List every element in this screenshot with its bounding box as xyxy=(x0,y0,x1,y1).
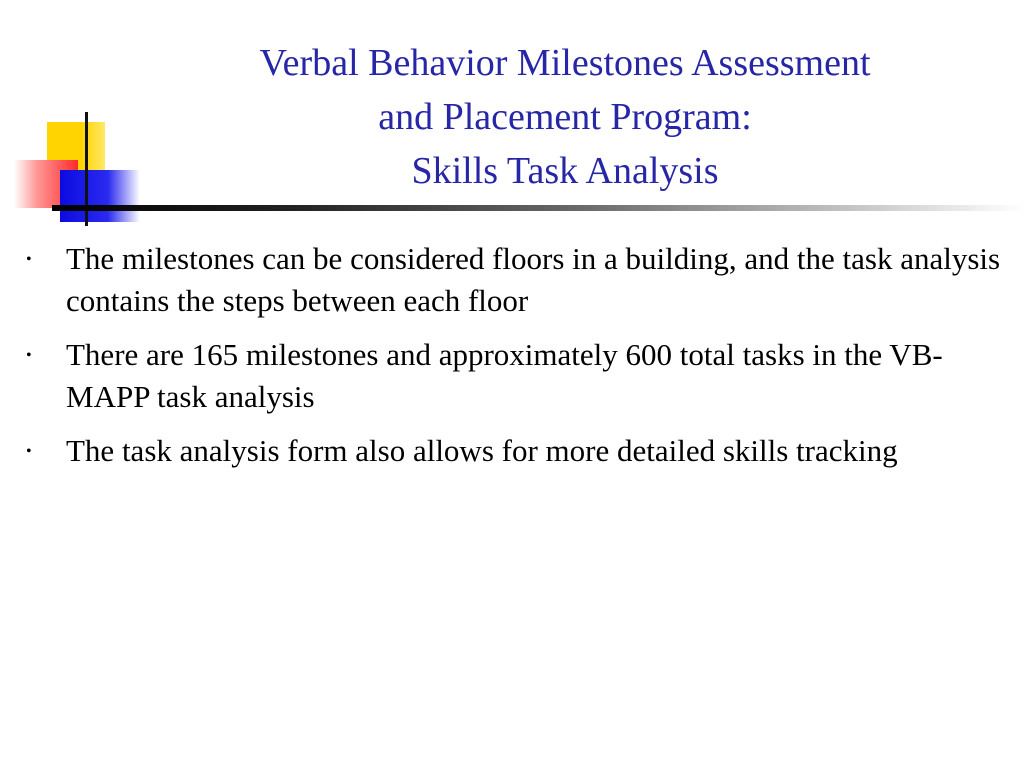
decorative-squares-logo xyxy=(0,0,150,230)
bullet-item xyxy=(24,238,1004,322)
bullet-item xyxy=(24,334,1004,418)
title-line-1: Verbal Behavior Milestones Assessment xyxy=(259,42,871,84)
bullet-list xyxy=(24,238,1004,484)
bullet-icon: • xyxy=(26,347,32,364)
blue-square xyxy=(60,170,140,222)
bullet-text: The milestones can be considered floors in a building, and the task analysis contains the steps between each floor xyxy=(66,241,1001,318)
bullet-item xyxy=(24,430,1004,472)
title-line-3: Skills Task Analysis xyxy=(411,150,719,192)
title-line-2: and Placement Program: xyxy=(378,96,752,138)
slide-title xyxy=(140,36,990,198)
bullet-icon: • xyxy=(26,251,32,268)
bullet-text: The task analysis form also allows for more detailed skills tracking xyxy=(66,433,898,468)
title-divider xyxy=(52,205,1024,211)
bullet-text: There are 165 milestones and approximately 600 total tasks in the VB-MAPP task analysis xyxy=(66,337,943,414)
bullet-icon: • xyxy=(26,443,32,460)
